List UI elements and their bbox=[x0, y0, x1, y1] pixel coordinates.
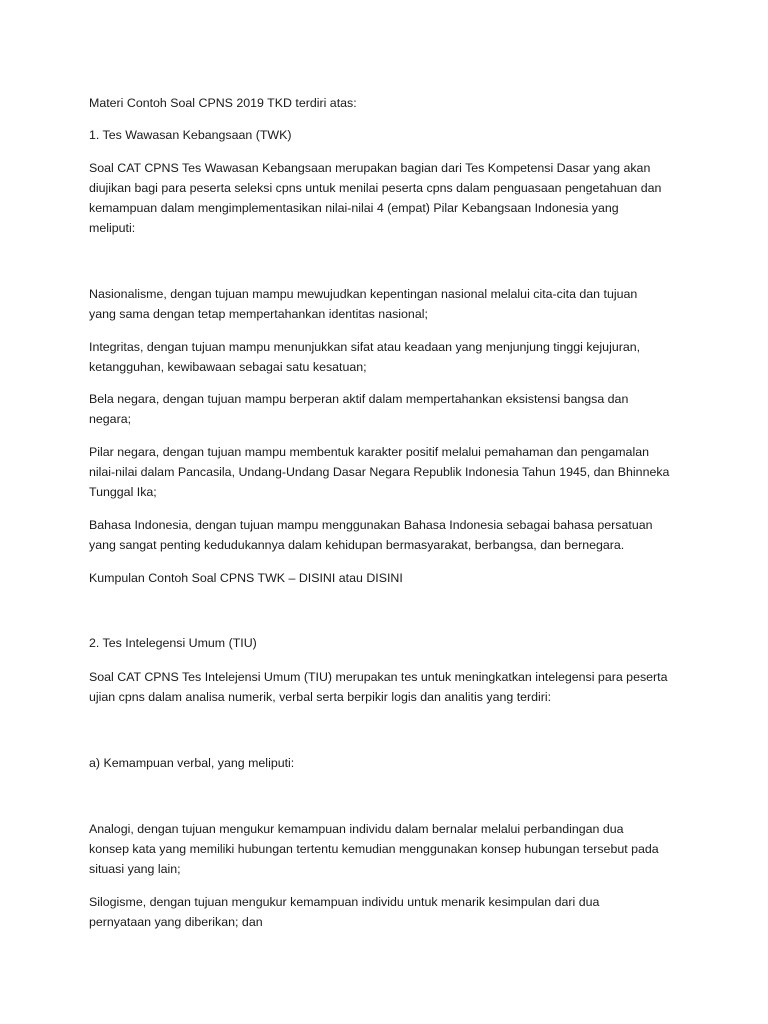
text-line: negara; bbox=[89, 412, 132, 426]
text-line-subsection-verbal: a) Kemampuan verbal, yang meliputi: bbox=[89, 756, 295, 770]
text-line: ketangguhan, kewibawaan sebagai satu kesatuan; bbox=[89, 360, 367, 374]
text-line: pernyataan yang diberikan; dan bbox=[89, 915, 263, 929]
text-line: Soal CAT CPNS Tes Wawasan Kebangsaan merupakan bagian dari Tes Kompetensi Dasar yang akan bbox=[89, 161, 651, 175]
text-line: meliputi: bbox=[89, 221, 136, 235]
text-line: kemampuan dalam mengimplementasikan nilai-nilai 4 (empat) Pilar Kebangsaan Indonesia yang bbox=[89, 201, 619, 215]
text-line: yang sangat penting kedudukannya dalam kehidupan bermasyarakat, berbangsa, dan bernegara. bbox=[89, 538, 625, 552]
text-line-kumpulan-link: Kumpulan Contoh Soal CPNS TWK – DISINI atau DISINI bbox=[89, 571, 403, 585]
text-line: Analogi, dengan tujuan mengukur kemampuan individu dalam bernalar melalui perbandingan dua bbox=[89, 822, 624, 836]
text-line: yang sama dengan tetap mempertahankan identitas nasional; bbox=[89, 307, 428, 321]
text-line: konsep kata yang memiliki hubungan tertentu kemudian menggunakan konsep hubungan tersebut pada bbox=[89, 842, 659, 856]
text-line: Integritas, dengan tujuan mampu menunjukkan sifat atau keadaan yang menjunjung tinggi kejujuran, bbox=[89, 340, 641, 354]
text-line: Silogisme, dengan tujuan mengukur kemampuan individu untuk menarik kesimpulan dari dua bbox=[89, 895, 600, 909]
text-line: Nasionalisme, dengan tujuan mampu mewujudkan kepentingan nasional melalui cita-cita dan tujuan bbox=[89, 287, 638, 301]
text-line-heading-materi: Materi Contoh Soal CPNS 2019 TKD terdiri atas: bbox=[89, 96, 357, 110]
text-line: Tunggal Ika; bbox=[89, 485, 157, 499]
text-line: Bela negara, dengan tujuan mampu berperan aktif dalam mempertahankan eksistensi bangsa dan bbox=[89, 392, 629, 406]
text-line: nilai-nilai dalam Pancasila, Undang-Undang Dasar Negara Republik Indonesia Tahun 1945, dan Bhinneka bbox=[89, 465, 670, 479]
text-line: Pilar negara, dengan tujuan mampu membentuk karakter positif melalui pemahaman dan pengamalan bbox=[89, 445, 649, 459]
text-line-section-twk: 1. Tes Wawasan Kebangsaan (TWK) bbox=[89, 128, 292, 142]
text-line-section-tiu: 2. Tes Intelegensi Umum (TIU) bbox=[89, 636, 257, 650]
text-line: Soal CAT CPNS Tes Intelejensi Umum (TIU) merupakan tes untuk meningkatkan intelegensi para peserta bbox=[89, 670, 668, 684]
text-line: diujikan bagi para peserta seleksi cpns untuk menilai peserta cpns dalam penguasaan pengetahuan dan bbox=[89, 181, 662, 195]
text-line: ujian cpns dalam analisa numerik, verbal serta berpikir logis dan analitis yang terdiri: bbox=[89, 690, 552, 704]
text-line: Bahasa Indonesia, dengan tujuan mampu menggunakan Bahasa Indonesia sebagai bahasa persatuan bbox=[89, 518, 653, 532]
text-line: situasi yang lain; bbox=[89, 862, 181, 876]
